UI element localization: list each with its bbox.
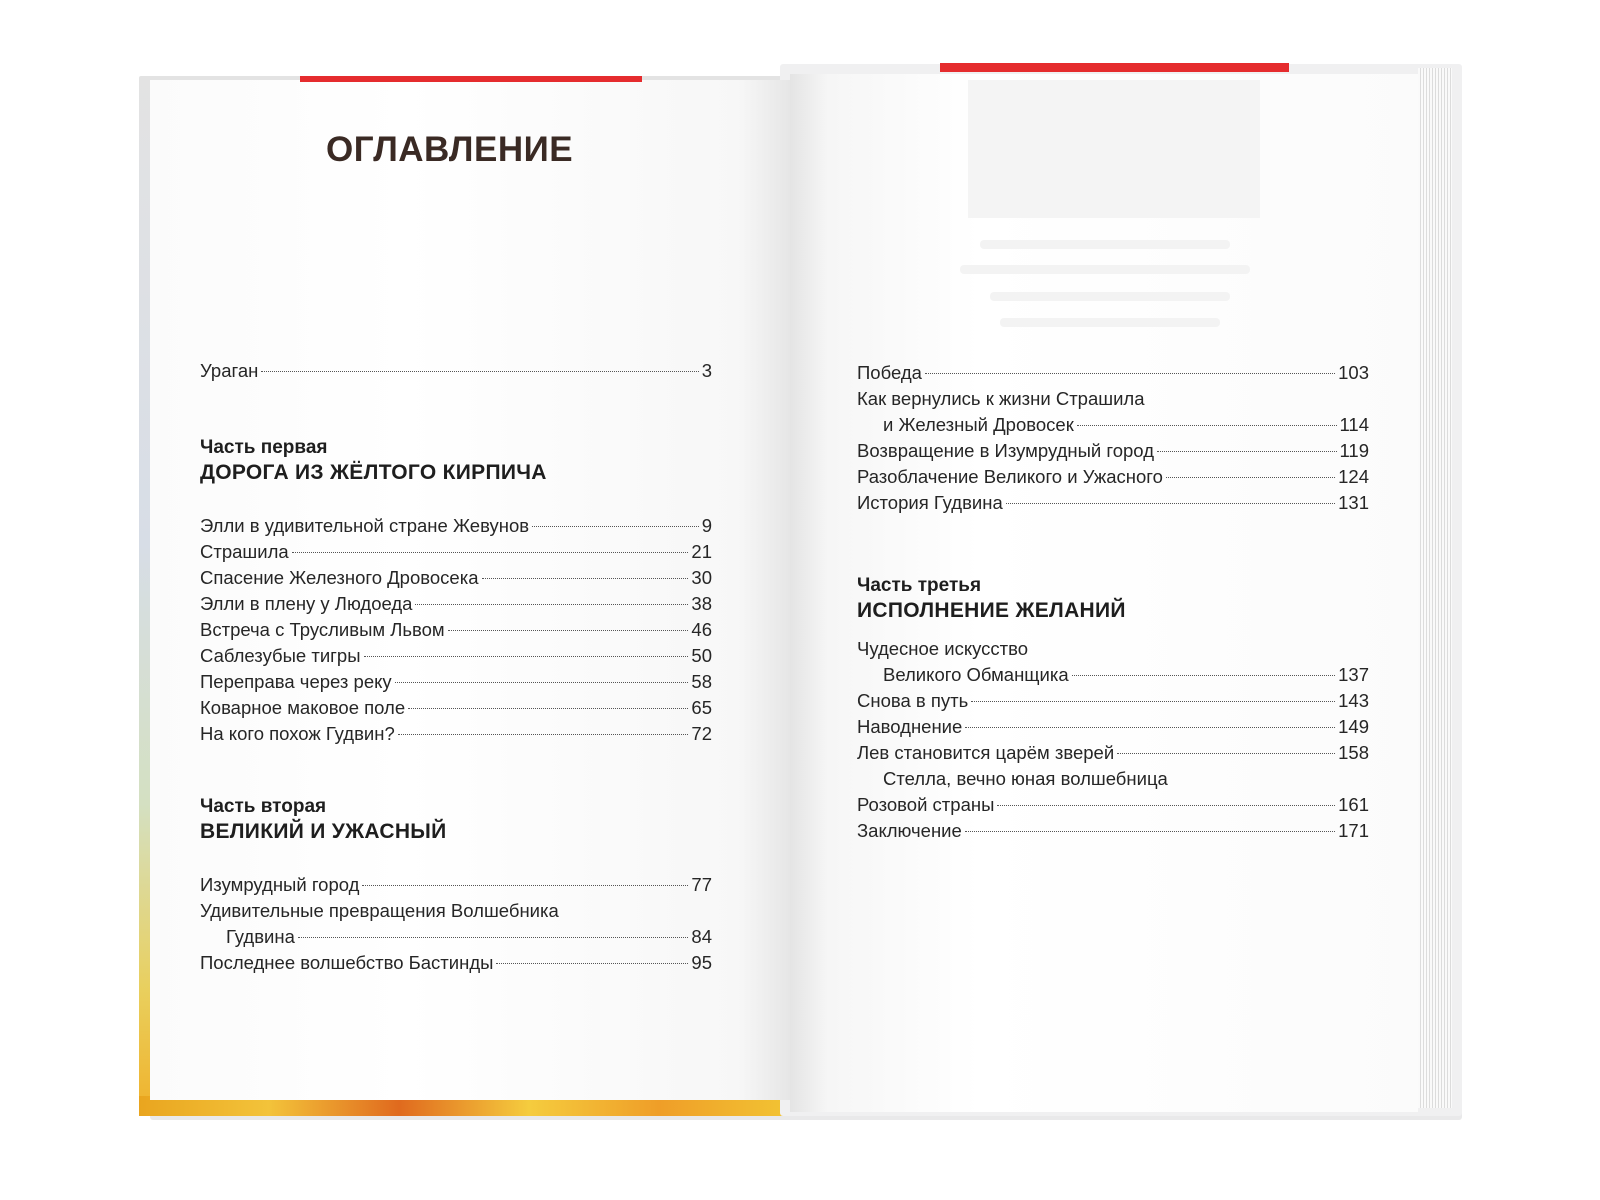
chapter-title-continued: Великого Обманщика xyxy=(883,664,1069,685)
chapter-title: Чудесное искусство xyxy=(857,638,1029,659)
dot-leader xyxy=(261,371,698,372)
show-through-text-line xyxy=(1000,318,1220,327)
dot-leader xyxy=(398,734,689,735)
chapter-title: Как вернулись к жизни Страшила xyxy=(857,388,1145,409)
toc-entry-line xyxy=(200,721,712,747)
chapter-title-continued: Розовой страны xyxy=(857,794,995,815)
red-bookmark-ribbon-left xyxy=(300,76,642,82)
dot-leader xyxy=(997,805,1335,806)
dot-leader xyxy=(298,937,689,938)
dot-leader xyxy=(1166,477,1335,478)
toc-entry xyxy=(857,360,1369,386)
toc-entry-line xyxy=(200,669,712,695)
chapter-title: Переправа через реку xyxy=(200,671,392,692)
part-3-label: Часть третья xyxy=(857,575,982,596)
chapter-title: Саблезубые тигры xyxy=(200,645,361,666)
chapter-title-continued: Гудвина xyxy=(226,926,295,947)
dot-leader xyxy=(925,373,1335,374)
page-number: 119 xyxy=(1339,440,1369,461)
page-number: 171 xyxy=(1338,820,1369,841)
part-3-chapter-list xyxy=(857,636,1369,844)
dot-leader xyxy=(1006,503,1335,504)
page-title: ОГЛАВЛЕНИЕ xyxy=(326,130,574,169)
chapter-title: Спасение Железного Дровосека xyxy=(200,567,479,588)
dot-leader xyxy=(1157,451,1337,452)
toc-entry-line xyxy=(200,950,712,976)
toc-entry-line xyxy=(857,662,1369,688)
dot-leader xyxy=(482,578,689,579)
dot-leader xyxy=(1117,753,1335,754)
dot-leader xyxy=(965,727,1335,728)
toc-entry xyxy=(200,591,712,617)
chapter-title: История Гудвина xyxy=(857,492,1003,513)
show-through-text-line xyxy=(960,265,1250,274)
part-1-chapter-list xyxy=(200,513,712,747)
chapter-title: Последнее волшебство Бастинды xyxy=(200,952,494,973)
page-number: 50 xyxy=(691,645,712,666)
page-number: 137 xyxy=(1338,664,1369,685)
page-number: 149 xyxy=(1338,716,1369,737)
toc-entry-line xyxy=(857,464,1369,490)
toc-entry xyxy=(200,565,712,591)
dot-leader xyxy=(971,701,1335,702)
chapter-title: Победа xyxy=(857,362,922,383)
show-through-illustration xyxy=(968,80,1260,218)
page-number: 114 xyxy=(1339,414,1369,435)
chapter-title: Коварное маковое поле xyxy=(200,697,406,718)
chapter-title: Снова в путь xyxy=(857,690,969,711)
toc-entry xyxy=(857,438,1369,464)
page-number: 38 xyxy=(691,593,712,614)
toc-entry-line xyxy=(200,539,712,565)
toc-entry-line xyxy=(857,714,1369,740)
toc-entry-line xyxy=(200,695,712,721)
toc-entry xyxy=(200,539,712,565)
page-number: 143 xyxy=(1338,690,1369,711)
toc-entry xyxy=(200,513,712,539)
dot-leader xyxy=(415,604,688,605)
toc-entry xyxy=(857,636,1369,688)
toc-entry-line xyxy=(857,438,1369,464)
toc-entry xyxy=(857,464,1369,490)
chapter-title: Удивительные превращения Волшебника xyxy=(200,900,559,921)
page-edges xyxy=(1418,68,1452,1108)
dot-leader xyxy=(395,682,689,683)
toc-entry-line xyxy=(857,636,1369,662)
page-number: 161 xyxy=(1338,794,1369,815)
chapter-title: Лев становится царём зверей xyxy=(857,742,1115,763)
toc-entry-line xyxy=(200,643,712,669)
part-2-continued-list xyxy=(857,360,1369,516)
part-2-name: ВЕЛИКИЙ И УЖАСНЫЙ xyxy=(200,820,447,843)
page-number: 72 xyxy=(691,723,712,744)
dot-leader xyxy=(1072,675,1335,676)
page-number: 21 xyxy=(691,541,712,562)
toc-entry-line xyxy=(200,591,712,617)
part-2-heading xyxy=(200,795,447,845)
toc-entry-line xyxy=(857,766,1369,792)
toc-entry-line xyxy=(857,792,1369,818)
part-2-label: Часть вторая xyxy=(200,796,327,817)
dot-leader xyxy=(362,885,688,886)
dot-leader xyxy=(496,963,688,964)
toc-entry-line xyxy=(857,740,1369,766)
toc-entry-line xyxy=(200,924,712,950)
page-number: 65 xyxy=(691,697,712,718)
page-number: 3 xyxy=(701,360,712,381)
toc-entry xyxy=(200,617,712,643)
part-3-name: ИСПОЛНЕНИЕ ЖЕЛАНИЙ xyxy=(857,599,1126,622)
dot-leader xyxy=(532,526,699,527)
chapter-title: Элли в удивительной стране Жевунов xyxy=(200,515,530,536)
page-number: 84 xyxy=(691,926,712,947)
chapter-title: Ураган xyxy=(200,360,259,381)
dot-leader xyxy=(292,552,689,553)
toc-entry-line xyxy=(200,358,712,384)
toc-entry xyxy=(200,643,712,669)
toc-entry xyxy=(200,721,712,747)
toc-entry-line xyxy=(857,386,1369,412)
page-number: 46 xyxy=(691,619,712,640)
toc-entry xyxy=(857,740,1369,766)
chapter-title: Элли в плену у Людоеда xyxy=(200,593,413,614)
part-1-heading xyxy=(200,436,547,486)
chapter-title: Изумрудный город xyxy=(200,874,360,895)
toc-entry xyxy=(857,688,1369,714)
toc-entry-line xyxy=(857,412,1369,438)
toc-entry xyxy=(857,490,1369,516)
toc-entry xyxy=(200,898,712,950)
show-through-text-line xyxy=(980,240,1230,249)
toc-entry xyxy=(857,818,1369,844)
page-number: 95 xyxy=(691,952,712,973)
chapter-title-continued: и Железный Дровосек xyxy=(883,414,1074,435)
toc-entry xyxy=(857,714,1369,740)
toc-entry-line xyxy=(200,898,712,924)
toc-entry-line xyxy=(857,688,1369,714)
page-number: 58 xyxy=(691,671,712,692)
toc-entry xyxy=(200,358,712,384)
toc-entry xyxy=(200,872,712,898)
chapter-title: Наводнение xyxy=(857,716,963,737)
dot-leader xyxy=(408,708,688,709)
chapter-title: Стелла, вечно юная волшебница xyxy=(883,768,1168,789)
toc-entry xyxy=(200,950,712,976)
toc-entry-line xyxy=(200,617,712,643)
toc-entry xyxy=(857,766,1369,818)
chapter-title: Страшила xyxy=(200,541,289,562)
dot-leader xyxy=(1077,425,1337,426)
toc-entry-line xyxy=(200,513,712,539)
toc-intro-list xyxy=(200,358,712,384)
chapter-title: Разоблачение Великого и Ужасного xyxy=(857,466,1163,487)
toc-entry xyxy=(857,386,1369,438)
toc-entry-line xyxy=(857,360,1369,386)
part-2-chapter-list xyxy=(200,872,712,976)
chapter-title: Возвращение в Изумрудный город xyxy=(857,440,1154,461)
page-number: 9 xyxy=(701,515,712,536)
red-bookmark-ribbon-right xyxy=(940,63,1289,72)
page-number: 30 xyxy=(691,567,712,588)
chapter-title: На кого похож Гудвин? xyxy=(200,723,395,744)
toc-entry xyxy=(200,695,712,721)
toc-entry-line xyxy=(857,818,1369,844)
page-number: 158 xyxy=(1338,742,1369,763)
dot-leader xyxy=(364,656,689,657)
dot-leader xyxy=(448,630,689,631)
page-number: 103 xyxy=(1338,362,1369,383)
toc-entry-line xyxy=(200,872,712,898)
toc-entry xyxy=(200,669,712,695)
toc-entry-line xyxy=(200,565,712,591)
toc-entry-line xyxy=(857,490,1369,516)
show-through-text-line xyxy=(990,292,1230,301)
chapter-title: Встреча с Трусливым Львом xyxy=(200,619,445,640)
part-1-name: ДОРОГА ИЗ ЖЁЛТОГО КИРПИЧА xyxy=(200,461,547,484)
part-1-label: Часть первая xyxy=(200,437,328,458)
dot-leader xyxy=(965,831,1335,832)
part-3-heading xyxy=(857,574,1126,624)
page-number: 131 xyxy=(1338,492,1369,513)
page-number: 77 xyxy=(691,874,712,895)
page-number: 124 xyxy=(1338,466,1369,487)
chapter-title: Заключение xyxy=(857,820,962,841)
